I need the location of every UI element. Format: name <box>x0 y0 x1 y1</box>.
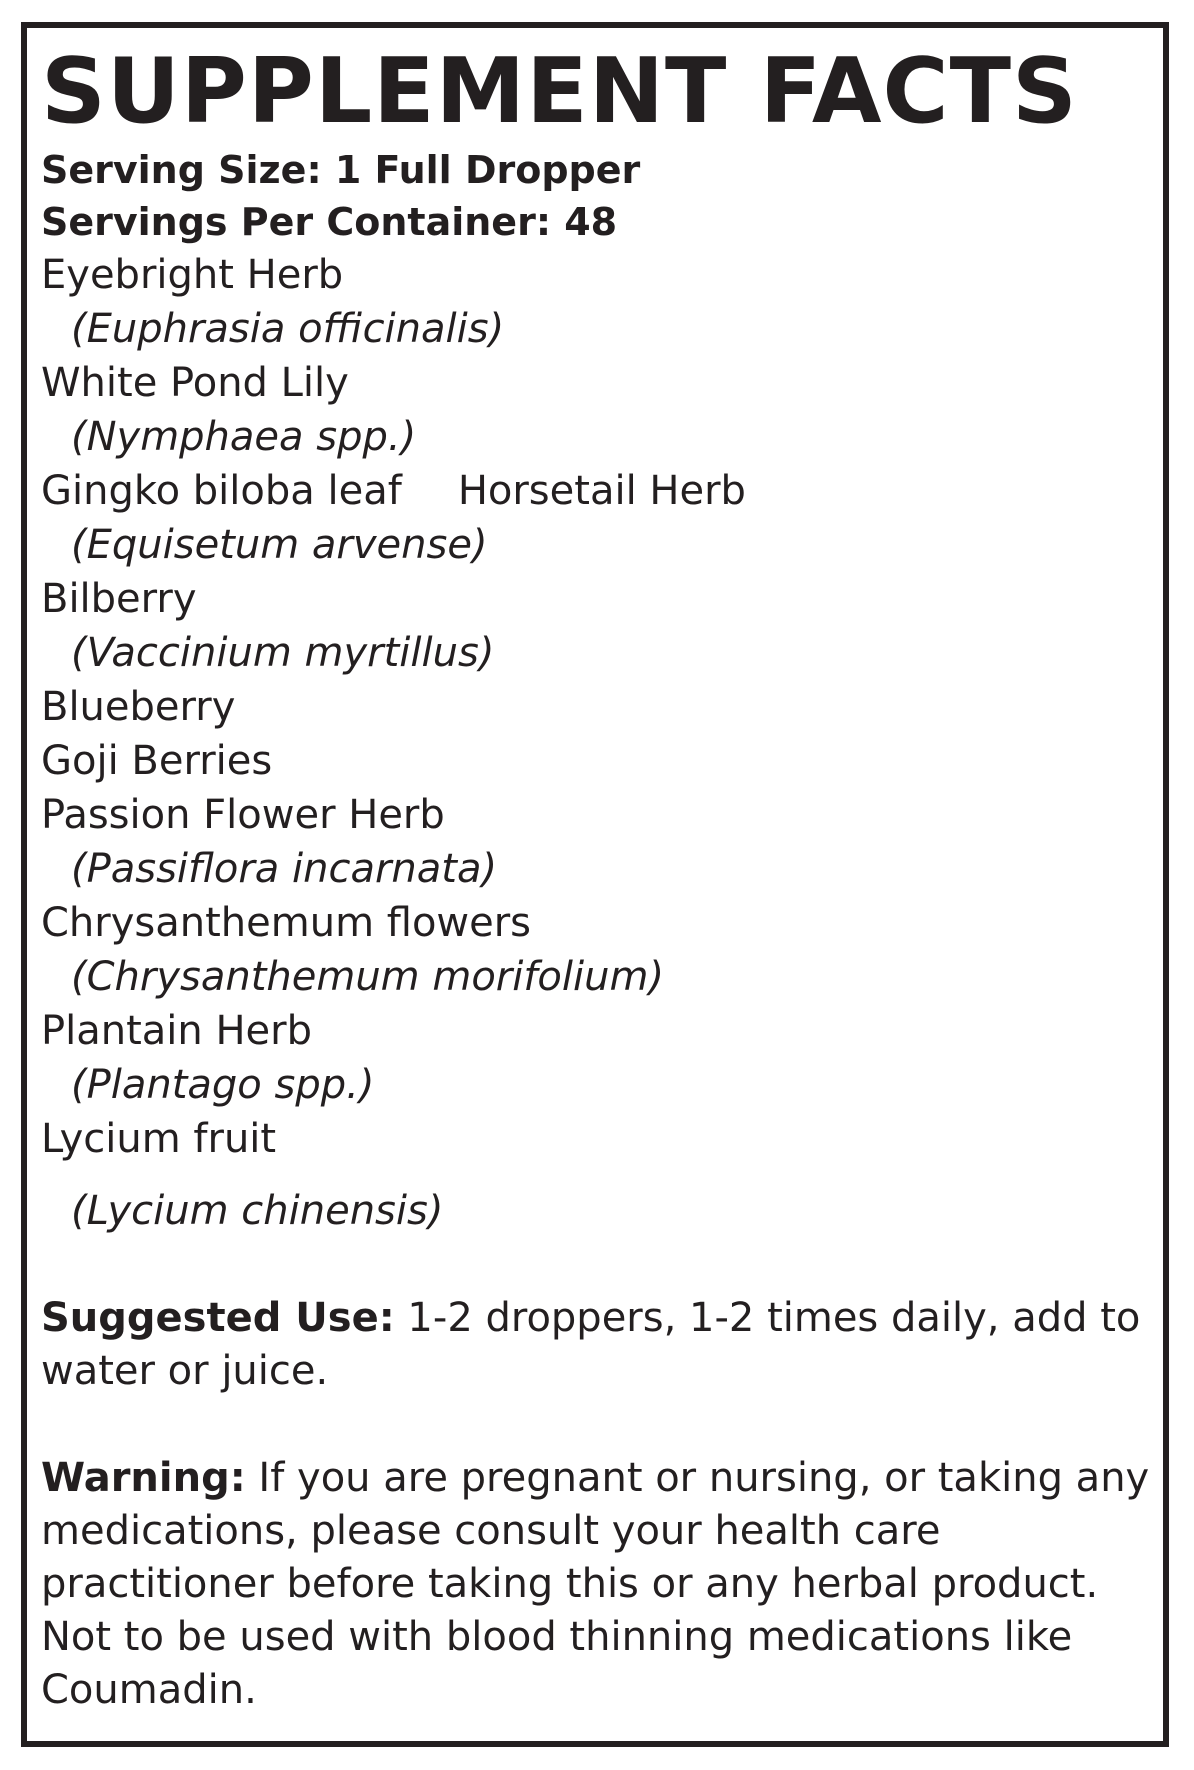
ingredient-plantain-latin: (Plantago spp.) <box>71 1062 375 1108</box>
ingredient-goji: Goji Berries <box>41 738 273 784</box>
ingredient-plantain: Plantain Herb <box>41 1008 312 1054</box>
suggested-use-label: Suggested Use: <box>41 1295 395 1341</box>
ingredient-lycium-latin: (Lycium chinensis) <box>71 1188 444 1234</box>
servings-per-container: Servings Per Container: 48 <box>41 200 618 244</box>
ingredient-bilberry-latin: (Vaccinium myrtillus) <box>71 630 495 676</box>
warning-text: If you are pregnant or nursing, or taking any medications, please consult your health care practitioner before taking this or any herbal product. Not to be used with blood thinning medications like Coumadin. <box>41 1455 1150 1713</box>
ingredient-horsetail: Horsetail Herb <box>457 468 746 514</box>
warning <box>41 1452 1161 1717</box>
ingredient-bilberry: Bilberry <box>41 576 197 622</box>
ingredient-eyebright-latin: (Euphrasia officinalis) <box>71 306 505 352</box>
ingredient-list <box>41 248 1161 1238</box>
ingredient-chrysanthemum: Chrysanthemum flowers <box>41 900 532 946</box>
ingredient-chrysanthemum-latin: (Chrysanthemum morifolium) <box>71 954 665 1000</box>
serving-size: Serving Size: 1 Full Dropper <box>41 148 641 192</box>
suggested-use <box>41 1292 1161 1398</box>
ingredient-passion-flower: Passion Flower Herb <box>41 792 445 838</box>
ingredient-passion-flower-latin: (Passiflora incarnata) <box>71 846 498 892</box>
ingredient-horsetail-latin: (Equisetum arvense) <box>71 522 488 568</box>
ingredient-row-gingko-horsetail <box>41 464 1161 518</box>
ingredient-blueberry: Blueberry <box>41 684 236 730</box>
label-title: SUPPLEMENT FACTS <box>41 39 1078 144</box>
ingredient-eyebright: Eyebright Herb <box>41 252 344 298</box>
label-content <box>41 40 1161 1717</box>
ingredient-gingko: Gingko biloba leaf <box>41 468 402 514</box>
warning-label: Warning: <box>41 1455 246 1501</box>
ingredient-white-pond-lily-latin: (Nymphaea spp.) <box>71 414 417 460</box>
suggested-use-text: 1-2 droppers, 1-2 times daily, add to water or juice. <box>41 1295 1141 1394</box>
ingredient-lycium: Lycium fruit <box>41 1116 277 1162</box>
ingredient-white-pond-lily: White Pond Lily <box>41 360 349 406</box>
